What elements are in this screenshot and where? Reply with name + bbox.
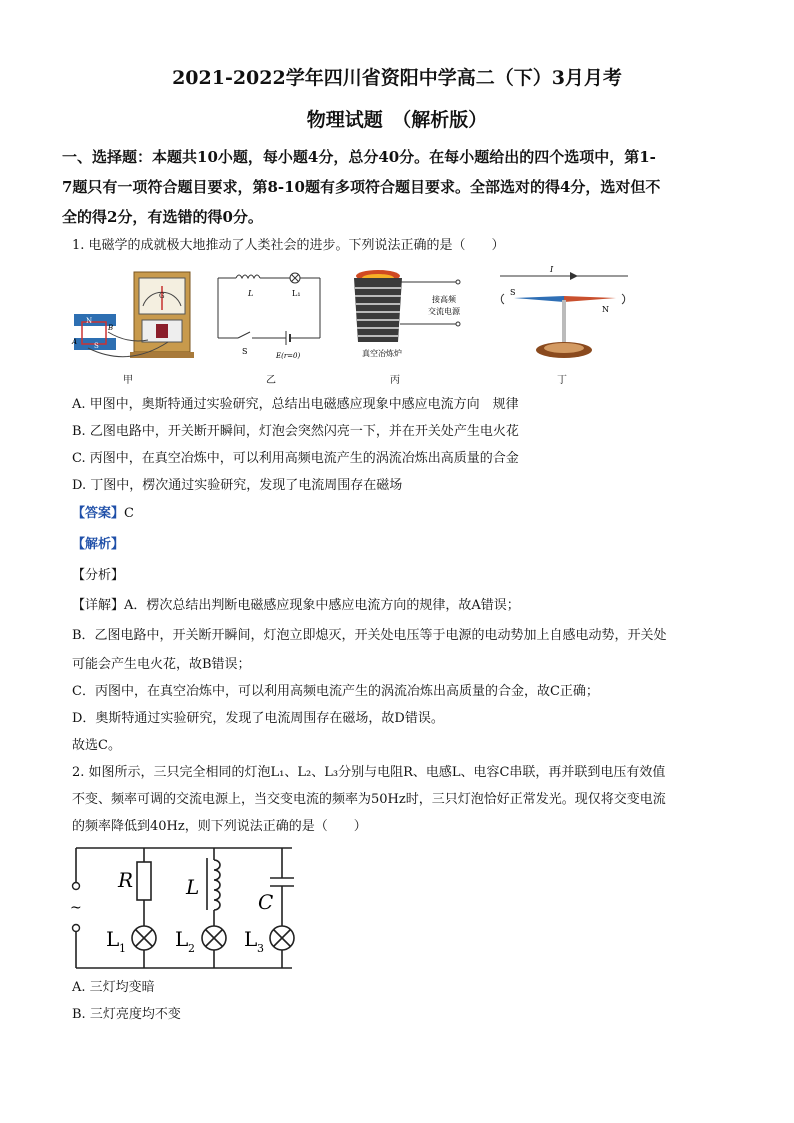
section-line: 一、选择题：本题共10小题，每小题4分，总分40分。在每小题给出的四个选项中，第1- [62,148,656,166]
needle-n-label: N [602,305,609,314]
switch-label: S [242,347,248,356]
analysis-tag: 【解析】 [72,537,125,552]
section-line: 7题只有一项符合题目要求，第8-10题有多项符合题目要求。全部选对的得4分，选对但不 [62,178,661,196]
figure-caption-bing: 丙 [390,375,400,386]
figure-caption-yi: 乙 [266,375,276,386]
answer-tag: 【答案】 [72,506,125,521]
q1-detail-c: C．丙图中，在真空冶炼中，可以利用高频电流产生的涡流冶炼出高质量的合金，故C正确； [72,684,599,699]
q2-stem-line1: 2. 如图所示，三只完全相同的灯泡L₁、L₂、L₃分别与电阻R、电感L、电容C串联，再并联到电压有效值 [72,765,666,780]
q2-stem-line2: 不变、频率可调的交流电源上，当交变电流的频率为50Hz时，三只灯泡恰好正常发光。现仅将交变电流 [72,792,666,807]
answer-value: C [124,506,134,521]
q1-answer [72,505,134,523]
inductor-label: L [248,289,254,298]
q1-option-a: A. 甲图中，奥斯特通过实验研究，总结出电磁感应现象中感应电流方向 规律 [72,397,519,412]
figure-jia [68,268,198,376]
galvanometer-label: G [159,292,165,300]
current-label: I [550,265,554,274]
q1-fenxi [72,567,124,585]
q2-option-b: B. 三灯亮度均不变 [72,1007,181,1022]
lamp1-label: L [106,927,120,951]
q1-conclusion: 故选C。 [72,738,121,753]
lamp3-label: L [244,927,258,951]
source-label-1: 接高频 [432,295,456,304]
q1-detail-d: D．奥斯特通过实验研究，发现了电流周围存在磁场，故D错误。 [72,711,444,726]
figure-caption-ding: 丁 [557,375,567,386]
q1-option-b: B. 乙图电路中，开关断开瞬间，灯泡会突然闪亮一下，并在开关处产生电火花 [72,424,519,439]
point-b-label: B [108,324,114,332]
detail-a-text: A．楞次总结出判断电磁感应现象中感应电流方向的规律，故A错误； [124,598,520,613]
lamp2-label: L [175,927,189,951]
lamp3-sub: 3 [257,942,264,955]
lamp-label: L₁ [292,289,301,298]
magnet-s-label: S [94,342,99,350]
figure-bing [340,264,488,368]
q1-option-c: C. 丙图中，在真空冶炼中，可以利用高频电流产生的涡流冶炼出高质量的合金 [72,451,519,466]
lamp1-sub: 1 [119,942,126,955]
source-label-2: 交流电源 [428,307,460,316]
section-instructions [62,142,742,232]
magnet-n-label: N [86,317,93,325]
lamp2-sub: 2 [188,942,195,955]
section-line: 全的得2分，有选错的得0分。 [62,208,263,226]
inductor-label: L [186,875,200,899]
q2-circuit-diagram [68,844,300,972]
detail-tag: 【详解】 [72,598,125,613]
q1-stem: 1. 电磁学的成就极大地推动了人类社会的进步。下列说法正确的是（ ） [72,238,505,253]
q1-detail-b1: B．乙图电路中，开关断开瞬间，灯泡立即熄灭，开关处电压等于电源的电动势加上自感电动势，开关处 [72,628,667,643]
figure-caption-jia: 甲 [123,375,133,386]
fenxi-tag: 【分析】 [72,568,125,583]
q1-detail-b2: 可能会产生电火花，故B错误； [72,657,251,672]
page-subtitle: 物理试题 （解析版） [306,109,488,131]
page-title: 2021-2022学年四川省资阳中学高二（下）3月月考 [172,67,622,89]
q2-stem-line3: 的频率降低到40Hz，则下列说法正确的是（ ） [72,819,367,834]
needle-s-label: S [510,288,516,297]
q2-option-a: A. 三灯均变暗 [72,980,155,995]
q1-analysis [72,536,124,554]
source-label: E(r=0) [276,352,301,360]
capacitor-label: C [258,890,274,914]
ac-source-symbol: ~ [70,900,82,916]
resistor-label: R [118,868,134,892]
point-a-label: A [72,338,78,346]
furnace-label: 真空冶炼炉 [362,349,402,358]
q1-detail-a [72,597,520,615]
figure-ding [494,262,634,366]
figure-yi [214,272,326,364]
q1-option-d: D. 丁图中，楞次通过实验研究，发现了电流周围存在磁场 [72,478,403,493]
